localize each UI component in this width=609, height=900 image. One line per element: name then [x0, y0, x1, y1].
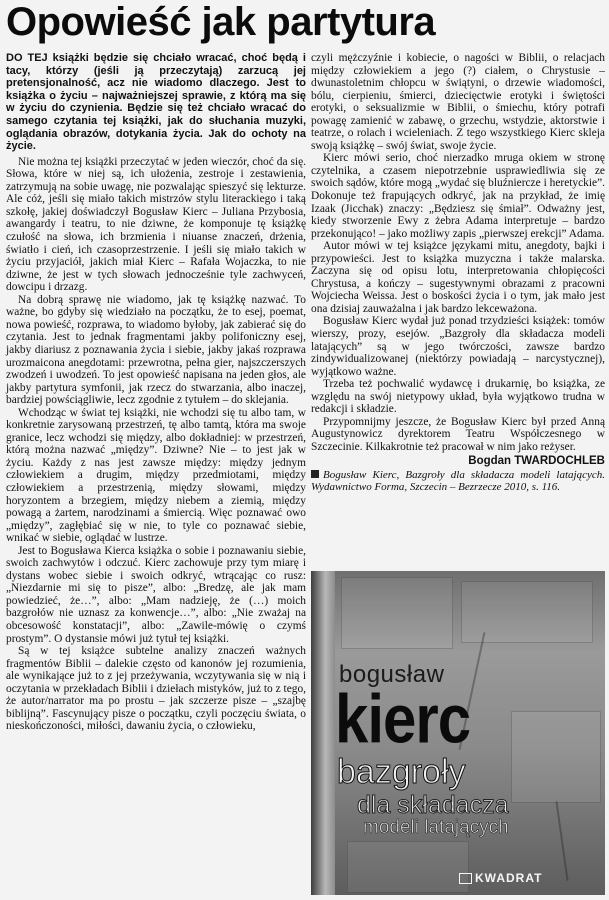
- article-lead: DO TEJ książki będzie się chciało wracać, choć będą i tacy, którzy (jeśli ją przeczytają) zarzucą jej pretensjonalność, acz nie wiadomo dlaczego. Jest to książka o życiu – najważniejszej sprawie, z którą ma się w życiu do czynienia. Będzie się też chciało wracać do samego czytania tej książki, jak do słuchania muzyki, oglądania obrazów, dotykania życia. Jak do ochoty na życie.: [6, 52, 306, 153]
- paragraph: Jest to Bogusława Kierca książka o sobie i poznawaniu siebie, swoich zachwytów i odczuć. Kierc zachowuje przy tym miarę i dystans wobec siebie i swoich odkryć, wtrącając co rusz: „Niezdarnie mi się to pisze”, albo: „Bredzę, ale jak mam powiedzieć, że…”, albo: „Mam nadzieję, że (…) moich bazgrołów nie uznasz za konwencje…”, albo: „Nie zważaj na obcesowość konstatacji”, albo: „Zawile-mówię o czymś prostym”. O dystansie mówi już tytuł tej książki.: [6, 544, 306, 645]
- paragraph: Kierc mówi serio, choć nierzadko mruga okiem w stronę czytelnika, a czasem niepotrzebnie usprawiedliwia się ze swoich sądów, które mogą „wydać się bluźniercze i heretyckie”. Dokonuje też frapujących odkryć, jak na przykład, że imię Izaak (Jicchak) znaczy: „Będziesz się śmiał”. Odważny jest, kiedy stworzenie Ewy z żebra Adama interpretuje – bardzo przekonująco! – jako możliwy zapis „pierwszej erekcji” Adama.: [311, 152, 605, 240]
- paragraph: Są w tej książce subtelne analizy znaczeń ważnych fragmentów Biblii – dalekie często od kanonów jej rozumienia, ale wynikające już to z jej przeżywania, wczytywania się w nią i oczytania w przekładach Biblii i dziełach mistyków, już to z tego, że autor/narrator ma po prostu – jak szczerze pisze – „szajbę biblijną”. Fascynujący pisze o początku, czyli poczęciu świata, o nieskończoności, miłości, dawaniu życia, o człowieku,: [6, 645, 306, 733]
- cover-crack: [555, 801, 568, 880]
- left-column: [6, 52, 306, 733]
- cover-stone-block: [461, 581, 593, 643]
- cover-stone-block: [511, 711, 601, 803]
- cover-shadow-strip: [311, 571, 335, 895]
- paragraph: Autor mówi w tej książce językami mitu, anegdoty, bajki i przypowieści. Jest to książka muzyczna i także malarska. Zaczyna się od opisu lotu, interpretowania chłopięcości Chrystusa, a kończy – sugestywnymi obrazami z pracowni Wojciecha Weissa. Jest o boskości życia i o tym, jak mało jest ona dzisiaj zauważalna i jak bardzo lekceważona.: [311, 240, 605, 315]
- article-title: Opowieść jak partytura: [6, 0, 436, 44]
- cover-stone-block: [341, 577, 453, 649]
- cover-subtitle-line2: modeli latających: [363, 817, 509, 838]
- square-bullet-icon: [311, 470, 319, 478]
- paragraph: czyli mężczyźnie i kobiecie, o nagości w Biblii, o relacjach między człowiekiem a jego (?) ciałem, o Chrystusie – dwunastoletnim chłopcu w świątyni, o drzewie wiadomości, bólu, cierpieniu, śmierci, dziecięctwie erotyki i świętości erotyki, o seksualizmie w Biblii, o śmiechu, który potrafi powagę zamienić w zabawę, o grzechu, wstydzie, aktorstwie i teatrze, o rolach i wcieleniach. Z tego wszystkiego Kierc skleja swoją książkę – swój świat, swoje życie.: [311, 52, 605, 152]
- paragraph: Nie można tej książki przeczytać w jeden wieczór, choć da się. Słowa, które w niej są, ich ułożenia, zestroje i zestawienia, zatrzymują na sobie uwagę, nie pozwalając spieszyć się lekturze. Ale cóż, jeśli się miało takich mistrzów stylu literackiego i taką szkołę, jakiej doświadczył Bogusław Kierc – Juliana Przybosia, awangardy i teatru, to nie dziwne, że komponuje tę książkę czułość na słowa, ich brzmienia i niuanse znaczeń, drżenia, światło i cień, ich czasoprzestrzenie. I jeśli się miało takich w życiu przyjaciół, jakich miał Kierc – Rafała Wojaczka, to nie dziwne, że jest w tych słowach jednocześnie tyle zachwyceń, dowcipu i drzazg.: [6, 155, 306, 294]
- cover-author-first: bogusław: [339, 661, 445, 688]
- publisher-logo-icon: [459, 873, 472, 884]
- cover-subtitle-line1: dla składacza: [357, 791, 509, 819]
- cover-stone-block: [347, 841, 469, 893]
- right-column: [311, 52, 605, 494]
- cover-author-last: kierc: [335, 680, 471, 758]
- paragraph: Wchodząc w świat tej książki, nie wchodzi się tu albo tam, w konkretnie zarysowaną przestrzeń, tę albo tamtą, która ma swoje granice, lecz wchodzi się między, albo dokładniej: w przestrzeń, którą można nazwać „między”. Dziwne? Nie – to jest jak w życiu. Każdy z nas jest zawsze między: między jednym człowiekiem a drugim, między przedmiotami, między człowiekiem a przestrzenią, między słowami, między horyzontem a brzegiem, między niebem a ziemią, między powagą a żartem, narodzinami a śmiercią. Więc poznawać owo „między”, zagłębiać się w nie, to tyle co poznawać siebie, wnikać w siebie, oglądać w lustrze.: [6, 406, 306, 545]
- cover-publisher: KWADRAT: [475, 871, 543, 885]
- book-cover-image: [311, 571, 605, 895]
- paragraph: Na dobrą sprawę nie wiadomo, jak tę książkę nazwać. To ważne, bo gdyby się wiedziało na początku, że to esej, poemat, nowa powieść, rozprawa, to wiadomo byłoby, jak zabierać się do czytania. Jest to jednak fragmentami jakby polifoniczny esej, jakby diariusz z poznawania życia i siebie, jakby jakaś rozprawa urozmaicona anegdotami: przewrotna, pełna gier, najszczerszych zwodzeń i uwodzeń. To jest opowieść napisana na jeden głos, ale jakby partytura symfonii, jak rzecz do stwarzania, albo inaczej, bardziej powściągliwie, lecz zgodnie z tytułem – do sklejania.: [6, 293, 306, 407]
- paragraph: Bogusław Kierc wydał już ponad trzydzieści książek: tomów wierszy, prozy, esejów. „Bazgroły dla składacza modeli latających” są w jego twórczości, zawsze bardzo zindywidualizowanej (niektórzy powiadają – narcystycznej), wyjątkowo ważne.: [311, 315, 605, 378]
- paragraph: Przypomnijmy jeszcze, że Bogusław Kierc był przed Anną Augustynowicz dyrektorem Teatru Współczesnego w Szczecinie. Kilkakrotnie też pracował w nim jako reżyser.: [311, 415, 605, 453]
- book-info-text: Bogusław Kierc, Bazgroły dla składacza modeli latających. Wydawnictwo Forma, Szczecin – Bezrzecze 2010, s. 116.: [311, 468, 605, 493]
- paragraph: Trzeba też pochwalić wydawcę i drukarnię, bo książka, ze względu na swój nietypowy układ, była wyjątkowo trudna w redakcji i składzie.: [311, 378, 605, 416]
- book-info: [311, 469, 605, 494]
- author-signature: Bogdan TWARDOCHLEB: [468, 454, 605, 467]
- cover-title: bazgroły: [337, 753, 466, 791]
